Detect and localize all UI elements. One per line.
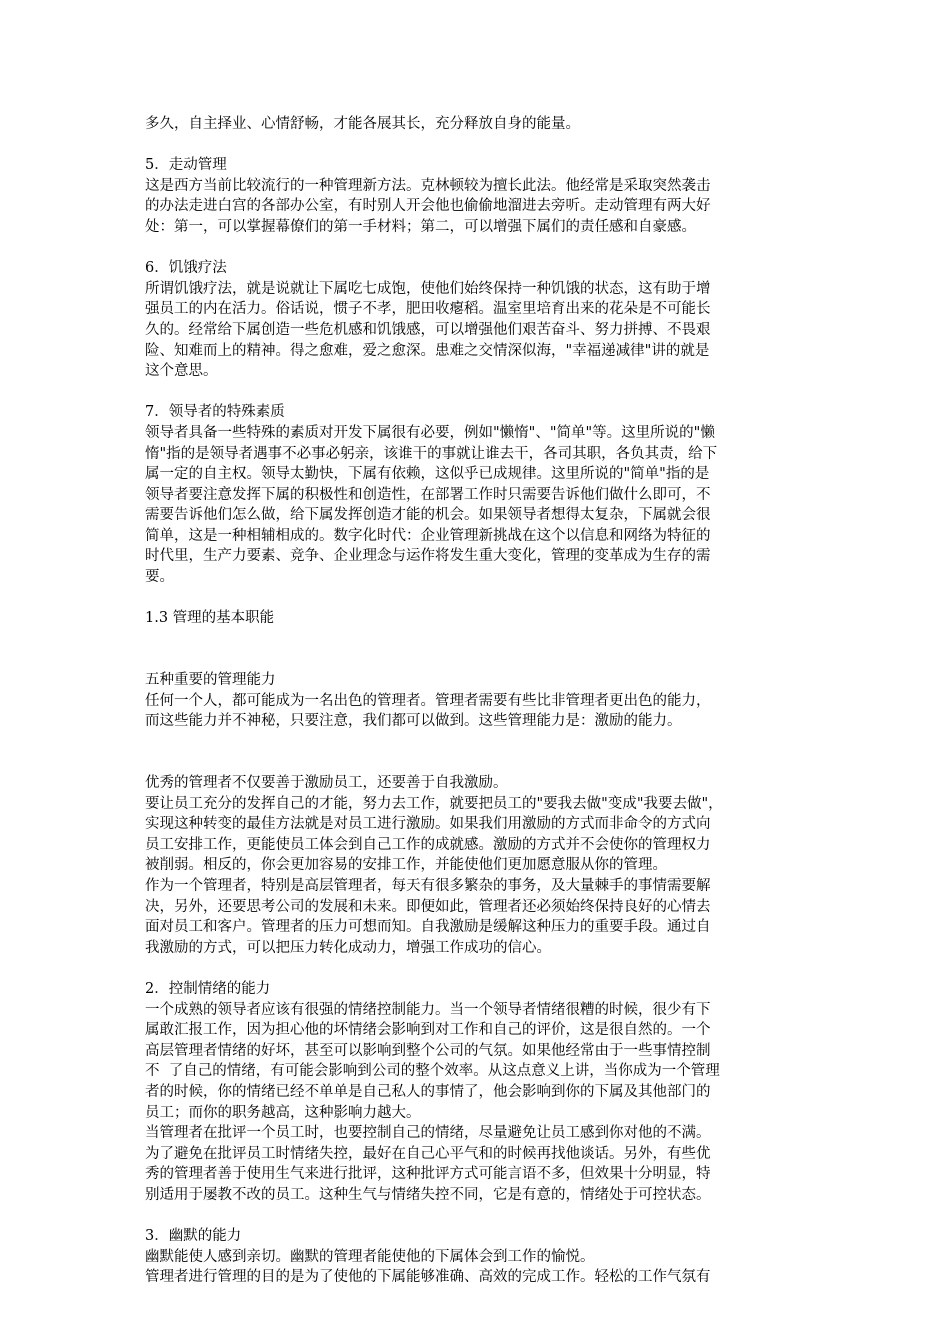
paragraph-line: 秀的管理者善于使用生气来进行批评，这种批评方式可能言语不多，但效果十分明显，特 (145, 1166, 711, 1183)
paragraph-line: 属敢汇报工作，因为担心他的坏情绪会影响到对工作和自己的评价，这是很自然的。一个 (145, 1022, 711, 1039)
paragraph-line: 简单，这是一种相辅相成的。数字化时代：企业管理新挑战在这个以信息和网络为特征的 (145, 527, 711, 544)
document-page (145, 114, 813, 1288)
paragraph-line: 多久，自主择业、心情舒畅，才能各展其长，充分释放自身的能量。 (145, 116, 580, 132)
paragraph-line: 实现这种转变的最佳方法就是对员工进行激励。如果我们用激励的方式而非命令的方式向 (145, 816, 711, 833)
paragraph-line: 这个意思。 (145, 363, 218, 380)
paragraph-line: 被削弱。相反的，你会更加容易的安排工作，并能使他们更加愿意服从你的管理。 (145, 857, 667, 874)
paragraph-line: 属一定的自主权。领导太勤快，下属有依赖，这似乎已成规律。这里所说的"简单"指的是 (145, 466, 710, 483)
section-heading: 7．领导者的特殊素质 (145, 404, 285, 421)
paragraph-line: 幽默能使人感到亲切。幽默的管理者能使他的下属体会到工作的愉悦。 (145, 1248, 595, 1265)
paragraph-line: 不 了自己的情绪，有可能会影响到公司的整个效率。从这点意义上讲，当你成为一个管理 (145, 1063, 720, 1080)
paragraph-line: 的办法走进白宫的各部办公室，有时别人开会他也偷偷地溜进去旁听。走动管理有两大好 (145, 198, 711, 215)
paragraph-line: 一个成熟的领导者应该有很强的情绪控制能力。当一个领导者情绪很糟的时候，很少有下 (145, 1001, 711, 1018)
paragraph-line: 领导者要注意发挥下属的积极性和创造性，在部署工作时只需要告诉他们做什么即可，不 (145, 486, 711, 503)
paragraph-line: 我激励的方式，可以把压力转化成动力，增强工作成功的信心。 (145, 939, 551, 956)
paragraph-line: 优秀的管理者不仅要善于激励员工，还要善于自我激励。 (145, 775, 508, 791)
paragraph-line: 管理者进行管理的目的是为了使他的下属能够准确、高效的完成工作。轻松的工作气氛有 (145, 1269, 711, 1286)
paragraph-line: 决，另外，还要思考公司的发展和未来。即便如此，管理者还必须始终保持良好的心情去 (145, 898, 711, 915)
section-heading: 2．控制情绪的能力 (145, 980, 271, 997)
section-heading: 五种重要的管理能力 (145, 672, 276, 689)
section-heading: 1.3 管理的基本职能 (145, 610, 275, 627)
paragraph-line: 需要告诉他们怎么做，给下属发挥创造才能的机会。如果领导者想得太复杂，下属就会很 (145, 507, 711, 524)
paragraph-line: 员工安排工作，更能使员工体会到自己工作的成就感。激励的方式并不会使你的管理权力 (145, 836, 711, 853)
paragraph-line: 时代里，生产力要素、竞争、企业理念与运作将发生重大变化，管理的变革成为生存的需 (145, 548, 711, 565)
paragraph-line: 高层管理者情绪的好坏，甚至可以影响到整个公司的气氛。如果他经常由于一些事情控制 (145, 1042, 711, 1059)
paragraph-line: 面对员工和客户。管理者的压力可想而知。自我激励是缓解这种压力的重要手段。通过自 (145, 919, 711, 936)
section-heading: 5．走动管理 (145, 157, 227, 174)
paragraph-line: 险、知难而上的精神。得之愈难，爱之愈深。患难之交情深似海，"幸福递减律"讲的就是 (145, 342, 710, 359)
section-heading: 6．饥饿疗法 (145, 260, 227, 277)
paragraph-line: 作为一个管理者，特别是高层管理者，每天有很多繁杂的事务，及大量棘手的事情需要解 (145, 877, 711, 894)
paragraph-line: 久的。经常给下属创造一些危机感和饥饿感，可以增强他们艰苦奋斗、努力拼搏、不畏艰 (145, 321, 711, 338)
section-heading: 3．幽默的能力 (145, 1228, 242, 1245)
paragraph-line: 任何一个人，都可能成为一名出色的管理者。管理者需要有些比非管理者更出色的能力， (145, 692, 711, 709)
paragraph-line: 而这些能力并不神秘，只要注意，我们都可以做到。这些管理能力是：激励的能力。 (145, 713, 682, 730)
paragraph-line: 处：第一，可以掌握幕僚们的第一手材料；第二，可以增强下属们的责任感和自豪感。 (145, 218, 696, 235)
paragraph-line: 员工；而你的职务越高，这种影响力越大。 (145, 1104, 421, 1121)
paragraph-line: 当管理者在批评一个员工时，也要控制自己的情绪，尽量避免让员工感到你对他的不满。 (145, 1125, 711, 1142)
paragraph-line: 要让员工充分的发挥自己的才能，努力去工作，就要把员工的"要我去做"变成"我要去做"， (145, 795, 723, 812)
paragraph-line: 所谓饥饿疗法，就是说就让下属吃七成饱，使他们始终保持一种饥饿的状态，这有助于增 (145, 280, 711, 297)
paragraph-line: 要。 (145, 569, 174, 586)
paragraph-line: 者的时候，你的情绪已经不单单是自己私人的事情了，他会影响到你的下属及其他部门的 (145, 1083, 711, 1100)
paragraph-line: 领导者具备一些特殊的素质对开发下属很有必要，例如"懒惰"、"简单"等。这里所说的"懒 (145, 424, 715, 441)
paragraph-line: 这是西方当前比较流行的一种管理新方法。克林顿较为擅长此法。他经常是采取突然袭击 (145, 177, 711, 194)
paragraph-line: 别适用于屡教不改的员工。这种生气与情绪失控不同，它是有意的，情绪处于可控状态。 (145, 1186, 711, 1203)
paragraph-line: 为了避免在批评员工时情绪失控，最好在自己心平气和的时候再找他谈话。另外，有些优 (145, 1145, 711, 1162)
paragraph-line: 惰"指的是领导者遇事不必事必躬亲，该谁干的事就让谁去干，各司其职，各负其责，给下 (145, 445, 718, 462)
paragraph-line: 强员工的内在活力。俗话说，惯子不孝，肥田收瘪稻。温室里培育出来的花朵是不可能长 (145, 301, 711, 318)
